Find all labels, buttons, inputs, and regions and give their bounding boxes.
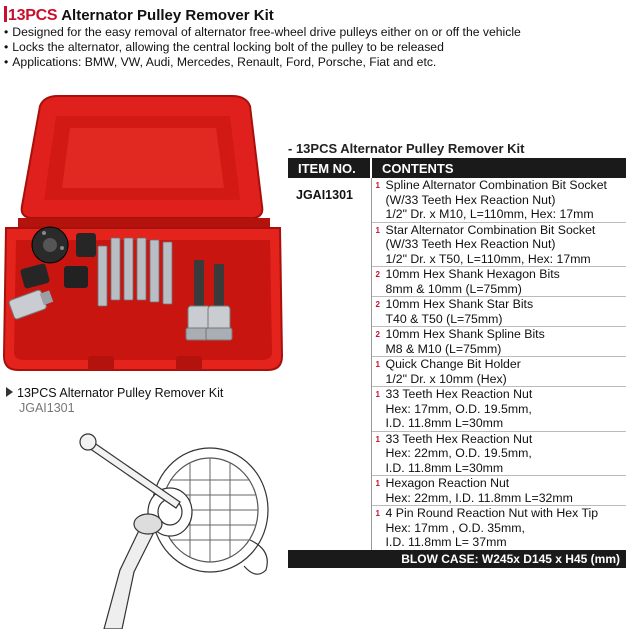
- feature-list: [4, 25, 521, 70]
- triangle-right-icon: [6, 387, 13, 397]
- hex-reaction-nut: [76, 233, 96, 257]
- list-item: [372, 506, 627, 550]
- page-title: [4, 6, 274, 25]
- wrench: [86, 440, 180, 508]
- feature-item: • Locks the alternator, allowing the central locking bolt of the pulley to be released: [4, 40, 521, 55]
- content-line: Star Alternator Combination Bit Socket: [385, 222, 596, 237]
- content-line: T40 & T50 (L=75mm): [385, 311, 503, 326]
- content-line: I.D. 11.8mm L=30mm: [385, 416, 504, 430]
- caption-name: 13PCS Alternator Pulley Remover Kit: [17, 386, 224, 400]
- content-line: 10mm Hex Shank Spline Bits: [385, 327, 545, 341]
- content-line: I.D. 11.8mm L= 37mm: [385, 535, 507, 549]
- caption-code: JGAI1301: [19, 401, 75, 415]
- contents-table: [288, 158, 626, 568]
- list-item: [372, 267, 627, 297]
- content-line: Hex: 22mm, I.D. 11.8mm L=32mm: [385, 490, 573, 505]
- product-caption: [6, 386, 223, 416]
- table-footer-row: [288, 550, 626, 568]
- list-item: [372, 297, 627, 327]
- quantity-badge: 1: [375, 509, 380, 518]
- col-item-no: ITEM NO.: [288, 158, 371, 178]
- content-line: 33 Teeth Hex Reaction Nut: [385, 387, 533, 401]
- table-header-row: [288, 158, 626, 178]
- list-item: [372, 476, 627, 506]
- content-line: I.D. 11.8mm L=30mm: [385, 460, 504, 475]
- list-item: [372, 178, 627, 223]
- table-row: [288, 178, 626, 550]
- content-line: 4 Pin Round Reaction Nut with Hex Tip: [385, 506, 599, 520]
- quantity-badge: 2: [375, 330, 380, 339]
- quantity-badge: 1: [375, 390, 380, 399]
- product-case-image: [0, 88, 286, 376]
- quantity-badge: 1: [375, 434, 380, 444]
- quantity-badge: 2: [375, 300, 380, 309]
- quantity-badge: 1: [375, 225, 380, 235]
- quantity-badge: 2: [375, 270, 380, 279]
- content-line: Hex: 22mm, O.D. 19.5mm,: [385, 446, 532, 460]
- content-line: 1/2" Dr. x T50, L=110mm, Hex: 17mm: [385, 251, 591, 266]
- usage-diagram: [60, 420, 290, 629]
- content-line: 1/2" Dr. x 10mm (Hex): [385, 371, 507, 386]
- content-line: 1/2" Dr. x M10, L=110mm, Hex: 17mm: [385, 207, 594, 221]
- ratchet: [104, 520, 156, 629]
- content-line: 33 Teeth Hex Reaction Nut: [385, 431, 533, 446]
- list-item: [372, 357, 627, 387]
- item-number: JGAI1301: [288, 178, 371, 550]
- col-contents: CONTENTS: [371, 158, 626, 178]
- content-line: Hex: 17mm , O.D. 35mm,: [385, 520, 525, 535]
- content-line: 10mm Hex Shank Star Bits: [385, 297, 534, 311]
- content-line: 8mm & 10mm (L=75mm): [385, 281, 522, 296]
- case-dimensions: BLOW CASE: W245x D145 x H45 (mm): [288, 550, 626, 568]
- table-title: - 13PCS Alternator Pulley Remover Kit: [288, 141, 525, 156]
- content-line: (W/33 Teeth Hex Reaction Nut): [385, 192, 556, 207]
- list-item: [372, 387, 627, 432]
- quantity-badge: 1: [375, 360, 380, 369]
- content-line: Hex: 17mm, O.D. 19.5mm,: [385, 401, 532, 416]
- title-accent-bar: [4, 6, 7, 22]
- feature-item: • Applications: BMW, VW, Audi, Mercedes, Renault, Ford, Porsche, Fiat and etc.: [4, 55, 521, 70]
- content-line: 10mm Hex Shank Hexagon Bits: [385, 267, 560, 281]
- list-item: [372, 327, 627, 357]
- quantity-badge: 1: [375, 181, 380, 190]
- content-line: (W/33 Teeth Hex Reaction Nut): [385, 237, 556, 251]
- title-text: Alternator Pulley Remover Kit: [61, 7, 274, 24]
- list-item: [372, 223, 627, 268]
- title-count: 13PCS: [8, 7, 58, 24]
- content-line: Hexagon Reaction Nut: [385, 476, 510, 490]
- content-line: Spline Alternator Combination Bit Socket: [385, 178, 607, 192]
- content-line: Quick Change Bit Holder: [385, 357, 521, 371]
- content-line: M8 & M10 (L=75mm): [385, 341, 502, 356]
- feature-item: • Designed for the easy removal of alternator free-wheel drive pulleys either on or off the vehicle: [4, 25, 521, 40]
- contents-list: [372, 178, 627, 550]
- list-item: [372, 432, 627, 477]
- quantity-badge: 1: [375, 479, 380, 488]
